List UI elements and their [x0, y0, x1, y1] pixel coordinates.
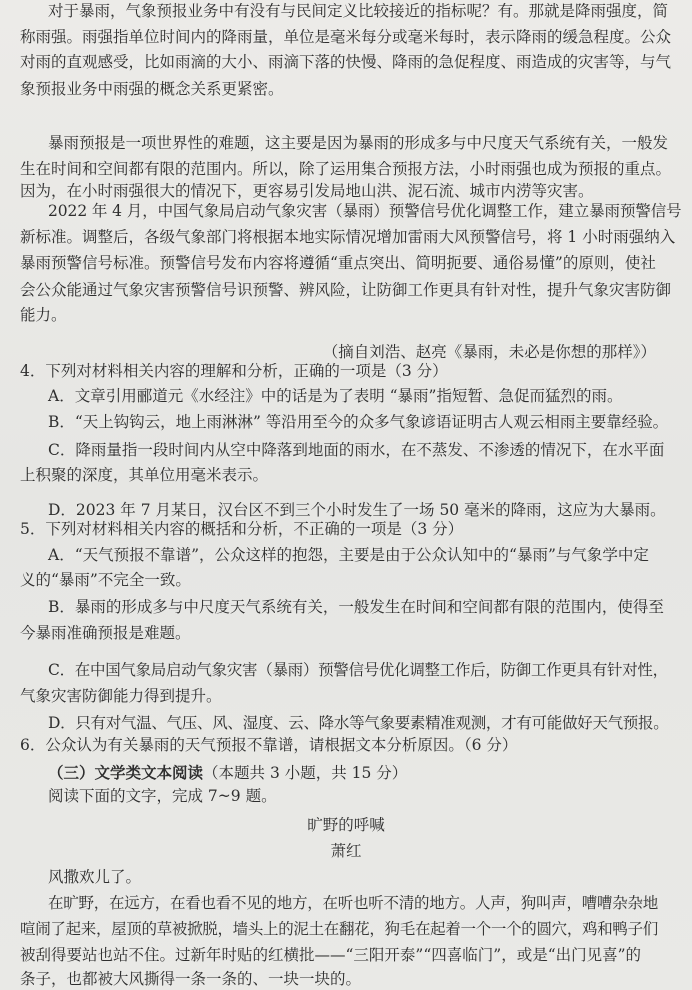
- reading-instruction: 阅读下面的文字，完成 7~9 题。: [48, 787, 277, 805]
- option-a: A．“天气预报不靠谱”，公众这样的抱怨，主要是由于公众认知中的“暴雨”与气象学中定: [48, 546, 649, 564]
- question-6-stem: 6．公众认为有关暴雨的天气预报不靠谱，请根据文本分析原因。（6 分）: [20, 736, 518, 754]
- paragraph-line: 会公众能通过气象灾害预警信号识预警、辨风险，让防御工作更具有针对性，提升气象灾害防御: [20, 281, 672, 299]
- story-line: 在旷野，在远方，在看也看不见的地方，在听也听不清的地方。人声，狗叫声，嘈嘈杂杂地: [48, 894, 659, 912]
- option-d: D．2023 年 7 月某日，汉台区不到三个小时发生了一场 50 毫米的降雨，这应为大暴雨。: [48, 501, 666, 519]
- paragraph-line: 能力。: [20, 306, 67, 324]
- section-heading: [48, 764, 682, 781]
- section-note: （本题共 3 小题，共 15 分）: [203, 764, 408, 782]
- source-citation: （摘自刘浩、赵亮《暴雨，未必是你想的那样》）: [322, 343, 656, 361]
- paragraph-line: 象预报业务中雨强的概念关系更紧密。: [20, 80, 284, 98]
- story-line: 被刮得要站也站不住。过新年时贴的红横批——“三阳开泰”“四喜临门”，或是“出门见喜”的: [20, 946, 642, 964]
- option-d: D．只有对气温、气压、风、湿度、云、降水等气象要素精准观测，才有可能做好天气预报。: [48, 714, 669, 732]
- option-c-continued: 上积聚的深度，其单位用毫米表示。: [20, 466, 269, 484]
- option-b: B．“天上钩钩云，地上雨淋淋” 等沿用至今的众多气象谚语证明古人观云相雨主要靠经验。: [48, 413, 669, 431]
- paragraph-line: 生在时间和空间都有限的范围内。所以，除了运用集合预报方法，小时雨强也成为预报的重点。: [20, 160, 672, 178]
- option-b: B．暴雨的形成多与中尺度天气系统有关，一般发生在时间和空间都有限的范围内，使得至: [48, 598, 664, 616]
- story-author: 萧红: [330, 842, 362, 860]
- story-line: 喧闹了起来，屋顶的草被掀脱，墙头上的泥土在翻花，狗毛在起着一个一个的圆穴，鸡和鸭子们: [20, 920, 658, 938]
- section-title: （三）文学类文本阅读: [48, 763, 204, 782]
- option-c: C．在中国气象局启动气象灾害（暴雨）预警信号优化调整工作后，防御工作更具有针对性，: [48, 661, 668, 679]
- paragraph-line: 对于暴雨，气象预报业务中有没有与民间定义比较接近的指标呢？有。那就是降雨强度，简: [48, 2, 669, 20]
- paragraph-line: 称雨强。雨强指单位时间内的降雨量，单位是毫米每分或毫米每时，表示降雨的缓急程度。公众: [20, 28, 672, 46]
- paragraph-line: 2022 年 4 月，中国气象局启动气象灾害（暴雨）预警信号优化调整工作，建立暴雨预警信号: [48, 202, 682, 220]
- story-title: 旷野的呼喊: [307, 816, 385, 834]
- question-stem: 4．下列对材料相关内容的理解和分析，正确的一项是（3 分）: [20, 362, 448, 380]
- option-b-continued: 今暴雨准确预报是难题。: [20, 624, 191, 642]
- paragraph-line: 新标准。调整后，各级气象部门将根据本地实际情况增加雷雨大风预警信号，将 1 小时雨强纳入: [20, 228, 676, 246]
- paragraph-line: 对雨的直观感受，比如雨滴的大小、雨滴下落的快慢、降雨的急促程度、雨造成的灾害等，与气: [20, 53, 672, 71]
- paragraph-line: 因为，在小时雨强很大的情况下，更容易引发局地山洪、泥石流、城市内涝等灾害。: [20, 182, 594, 200]
- option-c: C．降雨量指一段时间内从空中降落到地面的雨水，在不蒸发、不渗透的情况下，在水平面: [48, 441, 665, 459]
- option-c-continued: 气象灾害防御能力得到提升。: [20, 687, 222, 705]
- story-line: 风撒欢儿了。: [48, 868, 142, 886]
- story-line: 条子，也都被大风撕得一条一条的、一块一块的。: [20, 970, 362, 988]
- paragraph-line: 暴雨预警信号标准。预警信号发布内容将遵循“重点突出、简明扼要、通俗易懂”的原则，使社: [20, 254, 656, 272]
- question-stem: 5．下列对材料相关内容的概括和分析，不正确的一项是（3 分）: [20, 520, 464, 538]
- option-a-continued: 义的“暴雨”不完全一致。: [20, 571, 191, 589]
- option-a: A．文章引用郦道元《水经注》中的话是为了表明 “暴雨”指短暂、急促而猛烈的雨。: [48, 387, 623, 405]
- paragraph-line: 暴雨预报是一项世界性的难题，这主要是因为暴雨的形成多与中尺度天气系统有关，一般发: [48, 134, 669, 152]
